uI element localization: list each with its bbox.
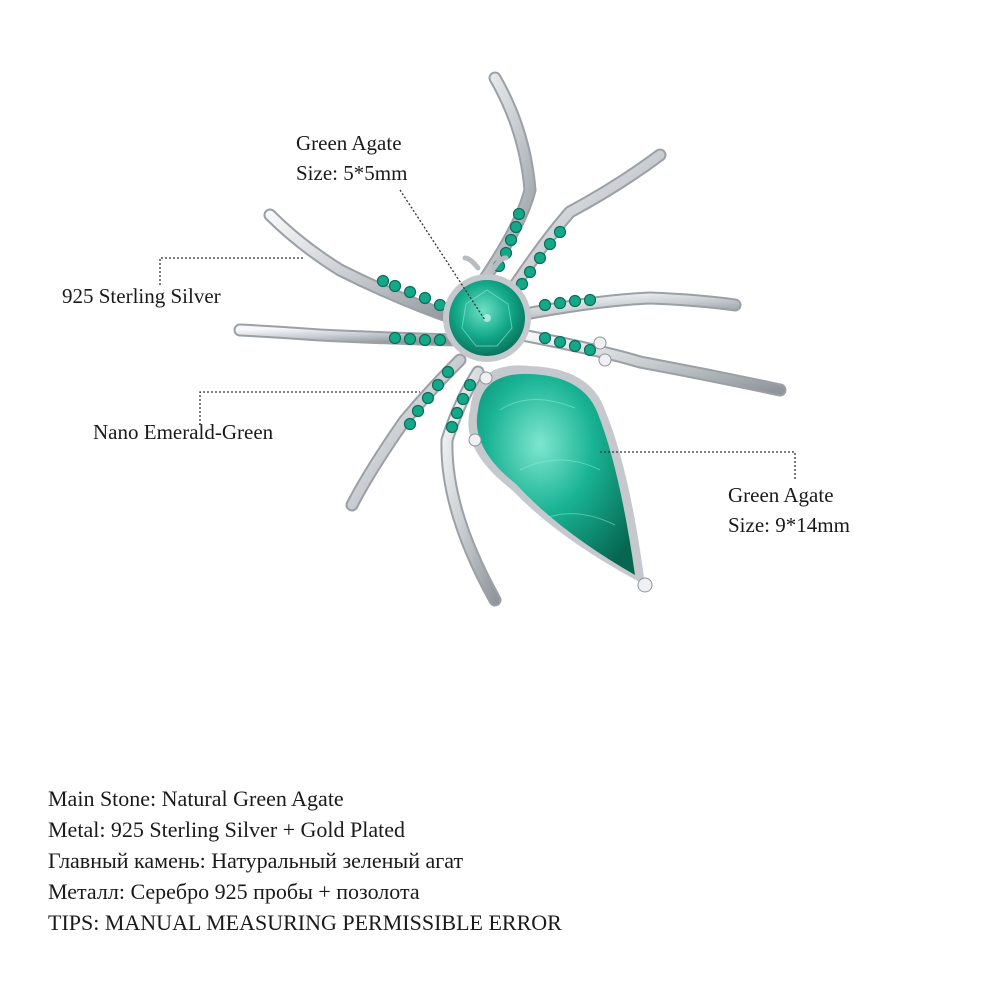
spec-metal: Metal: 925 Sterling Silver + Gold Plated <box>48 817 406 842</box>
spec-tips: TIPS: MANUAL MEASURING PERMISSIBLE ERROR <box>48 910 562 935</box>
callout-head-stone <box>296 128 407 188</box>
callout-metal-text: 925 Sterling Silver <box>62 284 221 308</box>
callout-pave-text: Nano Emerald-Green <box>93 420 274 444</box>
spec-metal-ru: Металл: Серебро 925 пробы + позолота <box>48 879 420 904</box>
callout-body-stone-size: Size: 9*14mm <box>728 513 850 537</box>
head-stone <box>443 274 531 362</box>
callout-head-stone-size: Size: 5*5mm <box>296 161 408 185</box>
callout-pave <box>93 417 273 447</box>
spec-main-stone: Main Stone: Natural Green Agate <box>48 786 344 811</box>
callout-body-stone <box>728 480 850 540</box>
leg-left-2 <box>270 215 458 320</box>
callout-body-stone-name: Green Agate <box>728 483 834 507</box>
leader-body-stone <box>600 452 795 480</box>
body-stone <box>468 365 645 585</box>
spec-list <box>48 783 562 938</box>
spec-main-stone-ru: Главный камень: Натуральный зеленый агат <box>48 848 464 873</box>
callout-metal <box>62 281 221 311</box>
callout-head-stone-name: Green Agate <box>296 131 402 155</box>
